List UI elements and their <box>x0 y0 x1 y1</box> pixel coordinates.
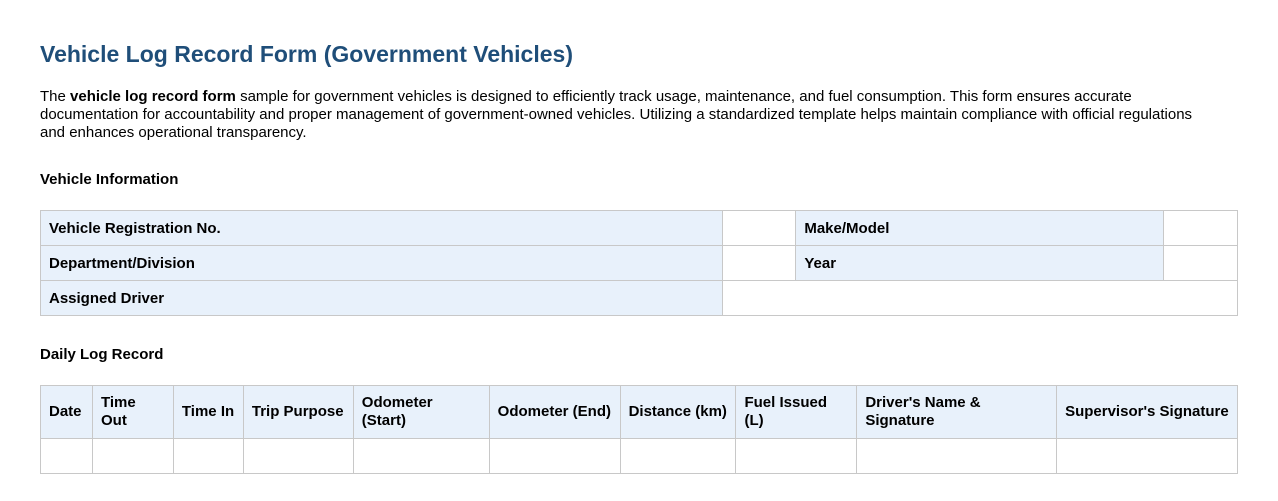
col-header-supervisor-signature: Supervisor's Signature <box>1057 386 1238 439</box>
col-header-driver-signature: Driver's Name & Signature <box>857 386 1057 439</box>
log-cell-distance[interactable] <box>620 439 736 474</box>
log-header-row <box>41 386 1238 439</box>
log-cell-supervisor-signature[interactable] <box>1057 439 1238 474</box>
registration-field[interactable] <box>723 211 796 246</box>
make-model-label: Make/Model <box>796 211 1164 246</box>
col-header-distance: Distance (km) <box>620 386 736 439</box>
log-entry-row <box>41 439 1238 474</box>
log-cell-odometer-start[interactable] <box>353 439 489 474</box>
col-header-odometer-start: Odometer (Start) <box>353 386 489 439</box>
vehicle-info-row-registration <box>41 211 1238 246</box>
log-cell-fuel-issued[interactable] <box>736 439 857 474</box>
log-cell-time-out[interactable] <box>92 439 173 474</box>
year-label: Year <box>796 246 1164 281</box>
log-cell-driver-signature[interactable] <box>857 439 1057 474</box>
vehicle-info-table <box>40 210 1238 316</box>
intro-suffix: sample for government vehicles is designed to efficiently track usage, maintenance, and fuel consumption. This form ensures accurate documentation for accountability and proper management of government-owned vehicles. Utilizing a standardized template helps maintain compliance with official regulations and enhances operational transparency. <box>40 88 1193 141</box>
log-cell-trip-purpose[interactable] <box>243 439 353 474</box>
col-header-odometer-end: Odometer (End) <box>489 386 620 439</box>
page-title: Vehicle Log Record Form (Government Vehicles) <box>40 41 573 67</box>
registration-label: Vehicle Registration No. <box>41 211 723 246</box>
col-header-trip-purpose: Trip Purpose <box>243 386 353 439</box>
daily-log-heading: Daily Log Record <box>40 346 164 363</box>
department-label: Department/Division <box>41 246 723 281</box>
log-cell-time-in[interactable] <box>173 439 243 474</box>
col-header-time-out: Time Out <box>92 386 173 439</box>
assigned-driver-label: Assigned Driver <box>41 281 723 316</box>
col-header-time-in: Time In <box>173 386 243 439</box>
department-field[interactable] <box>723 246 796 281</box>
daily-log-table <box>40 385 1238 474</box>
col-header-date: Date <box>41 386 93 439</box>
intro-paragraph <box>40 88 1215 142</box>
year-field[interactable] <box>1164 246 1238 281</box>
intro-bold-term: vehicle log record form <box>70 88 236 105</box>
col-header-fuel-issued: Fuel Issued (L) <box>736 386 857 439</box>
make-model-field[interactable] <box>1164 211 1238 246</box>
vehicle-info-heading: Vehicle Information <box>40 171 179 188</box>
intro-prefix: The <box>40 88 71 105</box>
log-cell-odometer-end[interactable] <box>489 439 620 474</box>
log-cell-date[interactable] <box>41 439 93 474</box>
assigned-driver-field[interactable] <box>723 281 1238 316</box>
vehicle-info-row-department <box>41 246 1238 281</box>
vehicle-info-row-driver <box>41 281 1238 316</box>
